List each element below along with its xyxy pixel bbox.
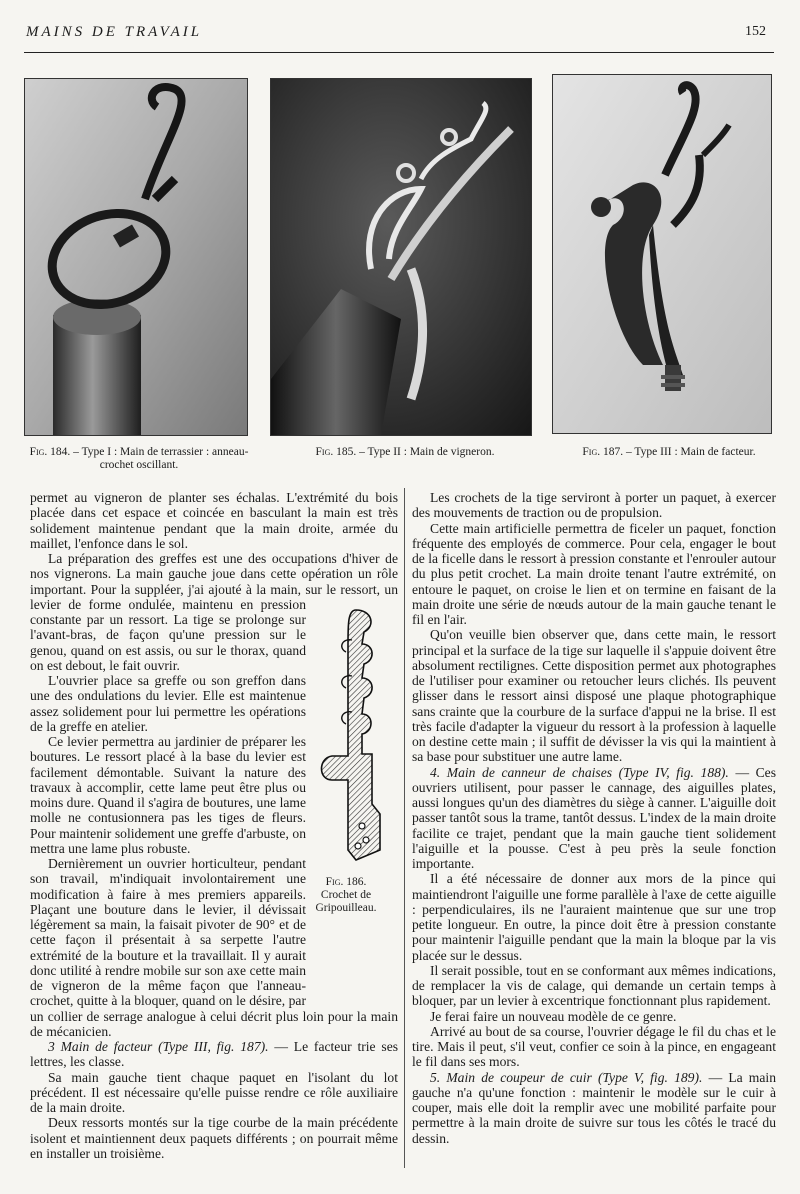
paragraph: Sa main gauche tient chaque paquet en l'isolant du lot précédent. Il est nécessaire qu'elle puisse rendre ce rôle auxiliaire de la main droite. [30,1069,398,1115]
paragraph: Les crochets de la tige serviront à porter un paquet, à exercer des mouvements de traction ou de propulsion. [412,490,776,521]
section-4-text: — Ces ouvriers utilisent, pour passer le cannage, des aiguilles plates, aussi longues qu'un des diamètres du siège à canner. L'aiguille doit passer tantôt sous la trame, tantôt dessus. L'index de la main droite facilite ce trajet, pendant que la main gauche tient solidement l'aiguille et la pousse. C'est à peu près la seule fonction importante. [412,764,777,871]
section-4-title: 4. Main de canneur de chaises [430,764,613,780]
postman-tool-photo-icon [553,75,771,433]
figure-187-caption [574,446,764,459]
paragraph: Dernièrement un ouvrier horticulteur, pendant son travail, m'indiquait involontairement une modification à faire à mes premiers appareils. Plaçant une bouture dans le levier, il dévissait légèrement sa main, la faisait pivoter de 90° et de cette façon il présentait à sa serpette l'autre extrémité de la bouture et la travaillait. Il y aurait donc utilité à rendre mobile sur son axe cette main de vigneron de la même façon que l'anneau-crochet, quitte à la bloquer, quand on le désire, par un collier de serrage analogue à celui décrit plus loin pour la main de mécanicien. [30,856,398,1039]
section-3-ref: (Type III, fig. 187). [158,1039,269,1054]
section-5-ref: (Type V, fig. 189). [597,1069,703,1085]
figure-187-label: Fig. 187. [582,446,624,458]
figure-187-photo [552,74,772,434]
section-3-paragraph [30,1039,398,1070]
figure-185-caption [300,446,510,459]
figure-184-label: Fig. 184. [29,446,71,458]
section-4-ref: (Type IV, fig. 188). [618,764,729,780]
paragraph: Qu'on veuille bien observer que, dans cette main, le ressort principal et la surface de la tige sur laquelle il s'appuie doivent être absolument rectilignes. Cette disposition permet aux photographes de l'utiliser pour examiner ou retoucher leurs clichés. Ils peuvent glisser dans le ressort ainsi disposé une plaque photographique sans crainte que la courbure de la surface d'appui ne la brise. Il est très facile d'adapter la vigueur du ressort à la profession à laquelle on destine cette main ; il suffit de dévisser la vis qui la maintient à sa base pour substituer une autre lame. [412,627,776,765]
header-rule [24,52,774,53]
section-4-paragraph [412,765,776,872]
paragraph: Ce levier permettra au jardinier de préparer les boutures. Le ressort placé à la base du levier est facilement démontable. Suivant la nature des travaux à accomplir, cette lame peut être plus ou moins dure. Quand il s'agira de boutures, une lame molle ne contusionnera pas les tiges de fleurs. Pour maintenir solidement une greffe d'arbuste, on mettra une lame plus robuste. [30,734,306,856]
figure-186-caption-text: Crochet de Gripouilleau. [315,889,377,914]
section-5-title: 5. Main de coupeur de cuir [430,1069,592,1085]
figure-187-caption-text: – Type III : Main de facteur. [626,446,756,458]
section-5-text: — La main gauche n'a qu'une fonction : maintenir le modèle sur le cuir à couper, mais elle doit la remplir avec une mobilité parfaite pour permettre à la main droite de suivre sur tous les côtés le tracé du dessin. [412,1069,776,1146]
running-title: MAINS DE TRAVAIL [26,24,203,40]
section-5-paragraph [412,1070,776,1146]
figure-184-caption [26,446,252,472]
paragraph: Je ferai faire un nouveau modèle de ce genre. [430,1008,677,1024]
figure-185-caption-text: – Type II : Main de vigneron. [359,446,495,458]
figure-184-caption-text: – Type I : Main de terrassier : anneau-crochet oscillant. [73,446,249,471]
page-number: 152 [745,24,766,39]
paragraph: La préparation des greffes est une des occupations d'hiver de nos vignerons. La main gauche joue dans cette opération un rôle important. Pour la suppléer, j'ai ajouté à la main, sur le ressort, un levier de forme ondulée, maintenu en pression constante par un ressort. La tige se prolonge sur l'avant-bras, de façon qu'une pression sur le genou, quand on est assis, ou sur le thorax, quand on est debout, le fait ouvrir. [30,551,398,673]
section-3-text: — Le facteur trie ses lettres, les classe. [30,1039,399,1070]
right-column [412,490,776,1146]
figure-186-wrap [306,604,398,1002]
left-column [30,490,398,1161]
paragraph: Il a été nécessaire de donner aux mors de la pince qui maintiendront l'aiguille une forme parallèle à l'axe de cette aiguille : perpendiculaires, ils ne l'auraient maintenue que sur une trop petite longueur. En outre, la pince doit être à pression constante pour maintenir l'aiguille pendant que la main la bloque par la vis placée sur le dessus. [412,871,776,963]
figure-186-label: Fig. 186. [325,876,367,888]
paragraph: Cette main artificielle permettra de ficeler un paquet, fonction fréquente des employés de commerce. Pour cela, engager le bout de la ficelle dans le ressort à pression constante et l'enrouler autour du plus petit crochet. La main droite tenant l'autre extrémité, on entoure le paquet, on croise le lien et on termine en faisant de la main droite une série de nœuds autour de la main gauche tenant le fil en l'air. [412,520,776,627]
paragraph: Arrivé au bout de sa course, l'ouvrier dégage le fil du chas et le tire. Mais il peut, s'il veut, confier ce soin à la pince, en engageant le fil dans ses mors. [412,1023,776,1070]
paragraph: L'ouvrier place sa greffe ou son greffon dans une des ondulations du levier. Elle est maintenue assez solidement pour lui permettre les opérations de la greffe en atelier. [30,673,306,734]
figure-185-label: Fig. 185. [315,446,357,458]
column-divider [404,488,405,1168]
paragraph: permet au vigneron de planter ses échalas. L'extrémité du bois placée dans cet espace et coincée en basculant la main est très solidement maintenue pendant que la main droite, armée du maillet, l'enfonce dans le sol. [30,490,398,551]
running-head [26,22,774,46]
hook-ring-tool-photo-icon [25,79,247,435]
figure-184-photo [24,78,248,436]
section-3-title: 3 Main de facteur [48,1039,153,1054]
figure-185-photo [270,78,532,436]
paragraph: Deux ressorts montés sur la tige courbe de la main précédente isolent et maintiennent deux paquets différents ; on pourrait même en installer un troisième. [30,1115,398,1161]
paragraph: Il serait possible, tout en se conformant aux mêmes indications, de remplacer la vis de calage, qui demande un certain temps à bloquer, par un levier à excentrique fonctionnant plus rapidement. [412,962,776,1009]
vine-grower-tool-photo-icon [271,79,531,435]
